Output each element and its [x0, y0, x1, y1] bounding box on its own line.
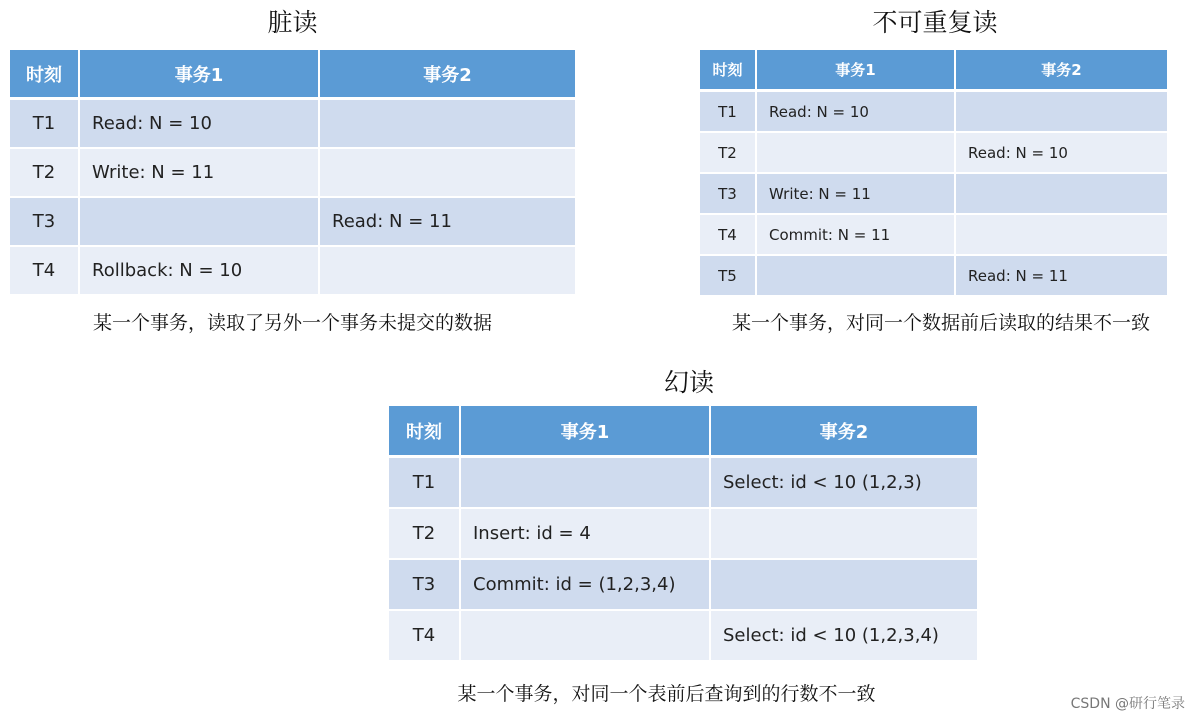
- time-cell: T2: [389, 509, 461, 560]
- time-cell: T4: [389, 611, 461, 662]
- transaction-2-cell: Select: id < 10 (1,2,3): [711, 458, 977, 509]
- table-row: [700, 256, 1167, 297]
- transaction-2-cell: [956, 92, 1167, 133]
- transaction-2-cell: Read: N = 11: [320, 198, 575, 247]
- table-row: [389, 458, 977, 509]
- header-transaction-2: 事务2: [956, 50, 1167, 92]
- header-transaction-1: 事务1: [461, 406, 711, 458]
- transaction-1-cell: Commit: id = (1,2,3,4): [461, 560, 711, 611]
- table-row: [700, 92, 1167, 133]
- transaction-1-cell: Commit: N = 11: [757, 215, 956, 256]
- transaction-1-cell: Read: N = 10: [757, 92, 956, 133]
- transaction-1-cell: [461, 458, 711, 509]
- table-row: [10, 247, 575, 296]
- non-repeatable-read-title: 不可重复读: [872, 8, 998, 37]
- table-header-row: [700, 50, 1167, 92]
- table-row: [700, 174, 1167, 215]
- transaction-1-cell: Read: N = 10: [80, 100, 320, 149]
- non-repeatable-read-table: [700, 50, 1167, 297]
- table-row: [700, 215, 1167, 256]
- transaction-2-cell: Select: id < 10 (1,2,3,4): [711, 611, 977, 662]
- transaction-2-cell: [956, 215, 1167, 256]
- non-repeatable-read-caption: 某一个事务，对同一个数据前后读取的结果不一致: [731, 312, 1150, 334]
- transaction-2-cell: Read: N = 11: [956, 256, 1167, 297]
- transaction-1-cell: [461, 611, 711, 662]
- transaction-1-cell: Rollback: N = 10: [80, 247, 320, 296]
- table-header-row: [389, 406, 977, 458]
- transaction-1-cell: Write: N = 11: [80, 149, 320, 198]
- non-repeatable-read-table-panel: [700, 50, 1167, 297]
- time-cell: T4: [10, 247, 80, 296]
- table-row: [389, 509, 977, 560]
- time-cell: T4: [700, 215, 757, 256]
- dirty-read-title: 脏读: [267, 8, 318, 37]
- transaction-1-cell: Write: N = 11: [757, 174, 956, 215]
- time-cell: T2: [700, 133, 757, 174]
- header-time: 时刻: [389, 406, 461, 458]
- header-time: 时刻: [700, 50, 757, 92]
- phantom-read-table: [389, 406, 977, 662]
- transaction-2-cell: [320, 247, 575, 296]
- time-cell: T5: [700, 256, 757, 297]
- transaction-2-cell: Read: N = 10: [956, 133, 1167, 174]
- transaction-1-cell: Insert: id = 4: [461, 509, 711, 560]
- time-cell: T2: [10, 149, 80, 198]
- transaction-1-cell: [80, 198, 320, 247]
- time-cell: T1: [700, 92, 757, 133]
- dirty-read-table: [10, 50, 575, 296]
- table-row: [389, 611, 977, 662]
- time-cell: T3: [700, 174, 757, 215]
- header-transaction-1: 事务1: [80, 50, 320, 100]
- time-cell: T3: [10, 198, 80, 247]
- dirty-read-table-panel: [10, 50, 575, 296]
- table-row: [10, 100, 575, 149]
- table-row: [389, 560, 977, 611]
- dirty-read-caption: 某一个事务，读取了另外一个事务未提交的数据: [92, 312, 492, 334]
- header-transaction-1: 事务1: [757, 50, 956, 92]
- table-row: [10, 198, 575, 247]
- header-time: 时刻: [10, 50, 80, 100]
- transaction-2-cell: [320, 100, 575, 149]
- transaction-1-cell: [757, 256, 956, 297]
- phantom-read-caption: 某一个事务，对同一个表前后查询到的行数不一致: [457, 683, 876, 705]
- transaction-2-cell: [711, 560, 977, 611]
- transaction-2-cell: [320, 149, 575, 198]
- phantom-read-table-panel: [389, 406, 977, 662]
- table-row: [700, 133, 1167, 174]
- time-cell: T1: [389, 458, 461, 509]
- transaction-2-cell: [956, 174, 1167, 215]
- time-cell: T3: [389, 560, 461, 611]
- table-header-row: [10, 50, 575, 100]
- table-row: [10, 149, 575, 198]
- header-transaction-2: 事务2: [320, 50, 575, 100]
- watermark: CSDN @研行笔录: [1070, 696, 1185, 712]
- transaction-2-cell: [711, 509, 977, 560]
- time-cell: T1: [10, 100, 80, 149]
- transaction-1-cell: [757, 133, 956, 174]
- phantom-read-title: 幻读: [663, 368, 714, 397]
- header-transaction-2: 事务2: [711, 406, 977, 458]
